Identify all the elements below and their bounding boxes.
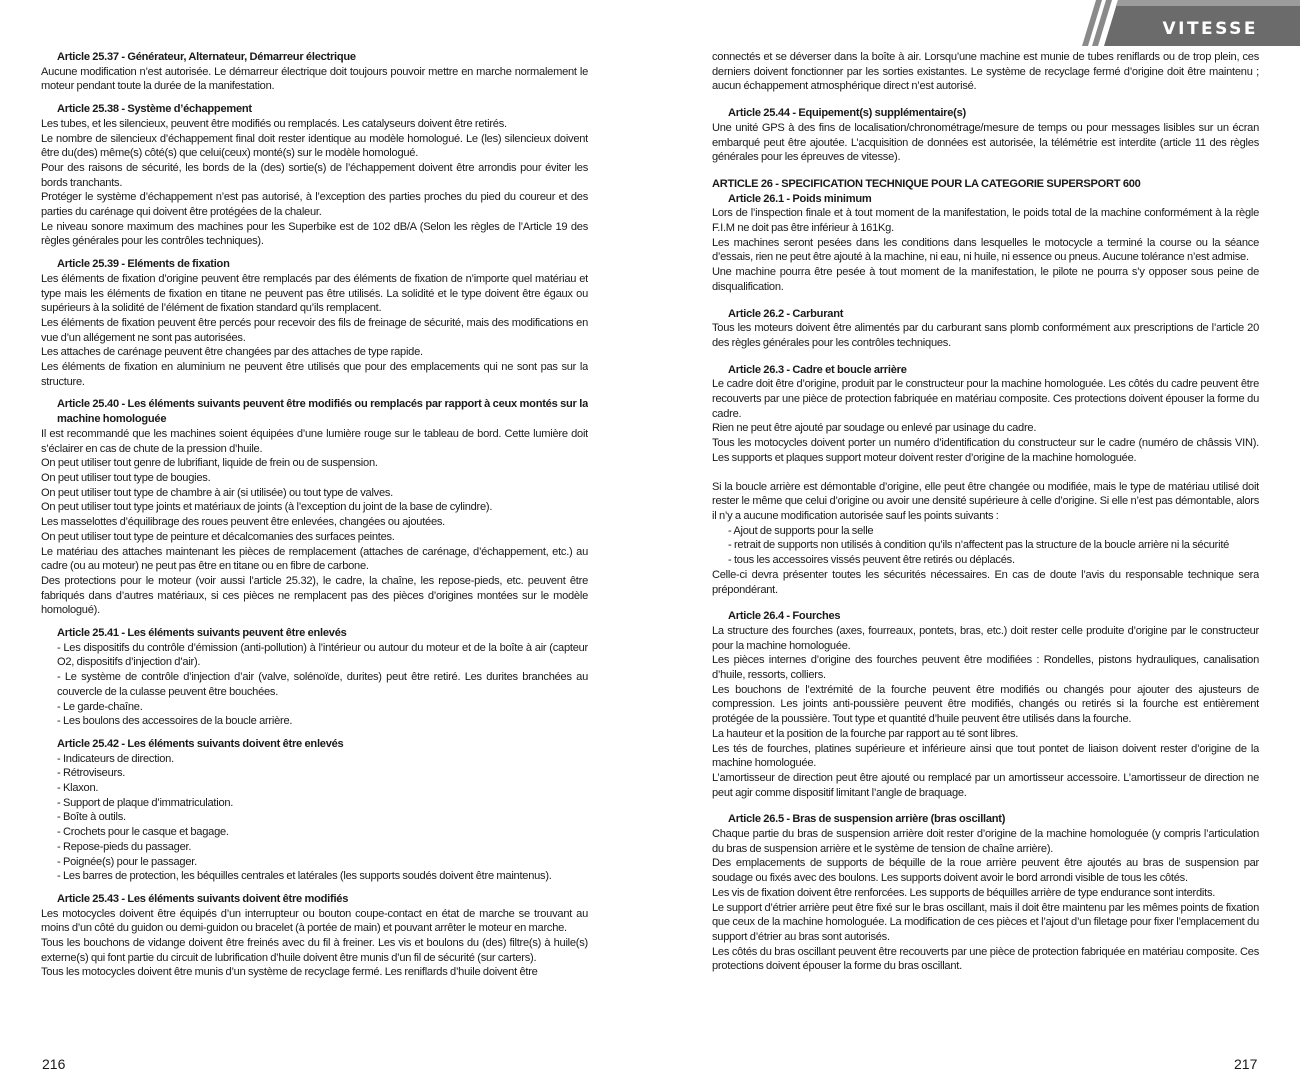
section-title: Article 25.41 - Les éléments suivants peuvent être enlevés — [57, 627, 347, 640]
paragraph: Les côtés du bras oscillant peuvent être recouverts par une pièce de protection fabriquée en matériau composite. Ces protections doivent épouser la forme du bras oscillant. — [712, 945, 1259, 973]
section-title: Article 25.40 - Les éléments suivants peuvent être modifiés ou remplacés par rapport à ceux montés sur la machine homologuée — [57, 398, 588, 426]
list-item: - Poignée(s) pour le passager. — [57, 855, 197, 868]
paragraph: Lors de l’inspection finale et à tout moment de la manifestation, le poids total de la machine conformément à la règle F.I.M ne doit pas être inférieur à 161Kg. — [712, 207, 1259, 235]
list-item: - Crochets pour le casque et bagage. — [57, 826, 229, 839]
section-25-40 — [41, 397, 588, 618]
paragraph: Les tubes, et les silencieux, peuvent être modifiés ou remplacés. Les catalyseurs doivent être retirés. — [41, 117, 507, 130]
paragraph: Les pièces internes d’origine des fourches peuvent être modifiées : Rondelles, pistons hydrauliques, canalisation d’huile, ressorts, colliers. — [712, 654, 1259, 682]
list-item: - Le garde-chaîne. — [57, 700, 143, 713]
list-item: - Klaxon. — [57, 782, 99, 795]
list-item: - Les barres de protection, les béquilles centrales et latérales (les supports soudés doivent être maintenus). — [57, 870, 552, 883]
paragraph: On peut utiliser tout type joints et matériaux de joints (à l’exception du joint de la base de cylindre). — [41, 501, 493, 514]
paragraph: Pour des raisons de sécurité, les bords de la (des) sortie(s) de l’échappement doivent être arrondis pour éviter les bords tranchants. — [41, 161, 588, 189]
paragraph: Une machine pourra être pesée à tout moment de la manifestation, le pilote ne pourra s’y opposer sous peine de disqualification. — [712, 266, 1259, 293]
section-25-43 — [41, 892, 588, 980]
paragraph: Si la boucle arrière est démontable d’origine, elle peut être changée ou modifiée, mais le type de matériau utilisé doit rester le même que celui d’origine ou avoir une densité supérieure à celle d’origine. Si elle n’est pas démontable, alors il n’y a aucune modification autorisée sauf les points suivants : — [712, 480, 1259, 522]
section-26-2 — [712, 307, 1259, 351]
left-page — [41, 50, 588, 1035]
list-item: - Ajout de supports pour la selle — [728, 524, 874, 537]
paragraph: Tous les bouchons de vidange doivent être freinés avec du fil à freiner. Les vis et boulons du (des) filtre(s) à huile(s) externe(s) qui font partie du circuit de lubrification d’huile doivent être munis d’un fil de sécurité (sur carters). — [41, 937, 588, 964]
paragraph: On peut utiliser tout type de chambre à air (si utilisée) ou tout type de valves. — [41, 486, 394, 499]
section-title: Article 26.1 - Poids minimum — [728, 192, 872, 205]
paragraph: connectés et se déverser dans la boîte à air. Lorsqu’une machine est munie de tubes reniflards ou de trop plein, ces derniers doivent fonctionner par les sorties existantes. Le système de recyclage fermé d’origine doit être maintenu ; aucun échappement atmosphérique direct n’est autorisé. — [712, 51, 1259, 93]
section-25-44 — [712, 106, 1259, 165]
paragraph: Une unité GPS à des fins de localisation/chronométrage/mesure de temps ou pour messages lisibles sur un écran embarqué peut être ajoutée. L’acquisition de données est autorisée, la télémétrie est interdite (article 11 des règles générales pour les épreuves de vitesse). — [712, 121, 1259, 164]
paragraph: Rien ne peut être ajouté par soudage ou enlevé par usinage du cadre. — [712, 422, 1037, 435]
page-number-right: 217 — [1234, 1056, 1258, 1072]
paragraph: Les éléments de fixation peuvent être percés pour recevoir des fils de freinage de sécurité, mais des modifications en vue d’un allégement ne sont pas autorisées. — [41, 316, 588, 344]
paragraph: Le cadre doit être d’origine, produit par le constructeur pour la machine homologuée. Les côtés du cadre peuvent être recouverts par une pièce de protection fabriquée en matériau composite. Ces protections doivent épouser la forme du cadre. — [712, 378, 1259, 420]
list-item: - retrait de supports non utilisés à condition qu’ils n’affectent pas la structure de la boucle arrière ni la sécurité — [728, 539, 1230, 552]
list-item: - Les boulons des accessoires de la boucle arrière. — [57, 715, 293, 728]
right-page — [712, 50, 1259, 1035]
paragraph: La structure des fourches (axes, fourreaux, pontets, bras, etc.) doit rester celle produite d’origine par le constructeur pour la machine homologuée. — [712, 624, 1259, 652]
paragraph: On peut utiliser tout type de bougies. — [41, 471, 211, 484]
section-25-42 — [41, 737, 588, 884]
paragraph: Le support d’étrier arrière peut être fixé sur le bras oscillant, mais il doit être maintenu par les mêmes points de fixation que ceux de la machine homologuée. La modification de ces pièces et l’ajout d’un filetage pour fixer l’emplacement du support d’étrier au bras sont autorisés. — [712, 901, 1259, 943]
paragraph: Des emplacements de supports de béquille de la roue arrière peuvent être ajoutés au bras de suspension par soudage ou fixés avec des boulons. Les supports doivent avoir le bord arrondi visible de tous les côtés. — [712, 857, 1259, 885]
list-item: - tous les accessoires vissés peuvent être retirés ou déplacés. — [728, 554, 1015, 567]
paragraph: On peut utiliser tout type de peinture et décalcomanies des surfaces peintes. — [41, 530, 395, 543]
section-26-3 — [712, 363, 1259, 598]
spacer — [712, 466, 1259, 480]
section-title: Article 25.42 - Les éléments suivants doivent être enlevés — [57, 737, 344, 750]
paragraph: Des protections pour le moteur (voir aussi l’article 25.32), le cadre, la chaîne, les repose-pieds, etc. peuvent être fabriqués dans d’autres matériaux, si ces pièces ne remplacent pas des pièces d’origines montées sur le modèle homologué). — [41, 574, 588, 617]
section-26-1 — [712, 192, 1259, 295]
paragraph: Le nombre de silencieux d’échappement final doit rester identique au modèle homologué. Le (les) silencieux doivent être du(des) même(s) côté(s) que celui(ceux) monté(s) sur le modèle homologué. — [41, 132, 588, 160]
list-item: - Les dispositifs du contrôle d’émission (anti-pollution) à l’intérieur ou autour du moteur et de la boîte à air (capteur O2, dispositifs d’injection d’air). — [57, 641, 588, 669]
paragraph: Les éléments de fixation d’origine peuvent être remplacés par des éléments de fixation de n’importe quel matériau et type mais les éléments de fixation en titane ne peuvent pas être utilisés. La solidité et le type doivent être égaux ou supérieurs à la solidité de l’élément de fixation standard qu’ils remplacent. — [41, 272, 588, 315]
chapter-title: ARTICLE 26 - SPECIFICATION TECHNIQUE POUR LA CATEGORIE SUPERSPORT 600 — [712, 177, 1141, 190]
paragraph: Celle-ci devra présenter toutes les sécurités nécessaires. En cas de doute l’avis du responsable technique sera prépondérant. — [712, 568, 1259, 596]
section-title: Article 26.2 - Carburant — [728, 307, 844, 320]
list-item: - Boîte à outils. — [57, 811, 126, 824]
paragraph: Le matériau des attaches maintenant les pièces de remplacement (attaches de carénage, d’échappement, etc.) au cadre (ou au moteur) ne peut pas être en titane ou en fibre de carbone. — [41, 545, 588, 573]
paragraph: Tous les moteurs doivent être alimentés par du carburant sans plomb conformément aux prescriptions de l’article 20 des règles générales pour les contrôles techniques. — [712, 322, 1259, 349]
continuation-25-43 — [712, 50, 1259, 94]
paragraph: Chaque partie du bras de suspension arrière doit rester d’origine de la machine homologuée (y compris l’articulation du bras de suspension arrière et le système de tension de chaîne arrière). — [712, 828, 1259, 855]
section-25-38 — [41, 102, 588, 249]
paragraph: Les attaches de carénage peuvent être changées par des attaches de type rapide. — [41, 346, 423, 359]
list-item: - Support de plaque d’immatriculation. — [57, 796, 234, 809]
section-title: Article 26.5 - Bras de suspension arrière (bras oscillant) — [728, 813, 1006, 826]
paragraph: On peut utiliser tout genre de lubrifiant, liquide de frein ou de suspension. — [41, 457, 378, 470]
section-26-5 — [712, 812, 1259, 974]
section-title: Article 25.39 - Eléments de fixation — [57, 258, 230, 271]
header-brand-banner — [1082, 0, 1300, 48]
list-item: - Rétroviseurs. — [57, 767, 126, 780]
page-number-left: 216 — [42, 1056, 66, 1072]
section-title: Article 25.44 - Equipement(s) supplémentaire(s) — [728, 107, 966, 120]
section-title: Article 25.43 - Les éléments suivants doivent être modifiés — [57, 892, 349, 905]
section-25-39 — [41, 257, 588, 389]
section-25-41 — [41, 626, 588, 729]
section-title: Article 26.4 - Fourches — [728, 610, 841, 623]
paragraph: L’amortisseur de direction peut être ajouté ou remplacé par un amortisseur accessoire. L’amortisseur de direction ne peut agir comme dispositif limitant l’angle de braquage. — [712, 771, 1259, 799]
paragraph: Aucune modification n’est autorisée. Le démarreur électrique doit toujours pouvoir mettre en marche normalement le moteur pendant toute la durée de la manifestation. — [41, 65, 588, 93]
paragraph: Les vis de fixation doivent être renforcées. Les supports de béquilles arrière de type endurance sont interdits. — [712, 886, 1216, 899]
section-title: Article 25.38 - Système d’échappement — [57, 103, 252, 116]
paragraph: Les tés de fourches, platines supérieure et inférieure ainsi que tout pontet de liaison doivent rester d’origine de la machine homologuée. — [712, 742, 1259, 770]
paragraph: Les masselottes d’équilibrage des roues peuvent être enlevées, changées ou ajoutées. — [41, 516, 446, 529]
paragraph: Le niveau sonore maximum des machines pour les Superbike est de 102 dB/A (Selon les règles de l’Article 19 des règles générales pour les contrôles techniques). — [41, 220, 588, 248]
paragraph: Les bouchons de l’extrémité de la fourche peuvent être modifiés ou changés pour ajouter des ajusteurs de compression. Les joints anti-poussière peuvent être modifiés, changés ou retirés si la fourche est entièrement protégée de la poussière. Tout type et quantité d’huile peuvent être utilisés dans la fourche. — [712, 683, 1259, 726]
paragraph: Tous les motocycles doivent porter un numéro d’identification du constructeur sur le cadre (numéro de châssis VIN). Les supports et plaques support moteur doivent rester d’origine de la machine homologuée. — [712, 437, 1259, 464]
section-26-4 — [712, 609, 1259, 800]
paragraph: Les éléments de fixation en aluminium ne peuvent être utilisés que pour des emplacements qui ne sont pas sur la structure. — [41, 361, 588, 388]
paragraph: La hauteur et la position de la fourche par rapport au té sont libres. — [712, 727, 1019, 740]
paragraph: Les machines seront pesées dans les conditions dans lesquelles le motocycle a terminé la course ou la séance d’essais, rien ne peut être ajouté à la machine, ni eau, ni huile, ni essence ou pneus. Aucune tolérance n’est admise. — [712, 236, 1259, 264]
paragraph: Les motocycles doivent être équipés d’un interrupteur ou bouton coupe-contact en état de marche se trouvant au moins d’un côté du guidon ou demi-guidon ou bracelet (à portée de main) et pouvant arrêter le moteur en marche. — [41, 907, 588, 935]
list-item: - Le système de contrôle d’injection d’air (valve, solénoïde, durites) peut être retiré. Les durites branchées au couvercle de la culasse peuvent être bouchées. — [57, 671, 588, 698]
list-item: - Repose-pieds du passager. — [57, 840, 192, 853]
brand-title: VITESSE — [1162, 19, 1258, 39]
paragraph: Protéger le système d’échappement n’est pas autorisé, à l’exception des parties proches du pied du coureur et des parties du carénage qui doivent être protégées de la chaleur. — [41, 191, 588, 219]
section-title: Article 25.37 - Générateur, Alternateur, Démarreur électrique — [57, 51, 356, 63]
paragraph: Tous les motocycles doivent être munis d’un système de recyclage fermé. Les reniflards d’huile doivent être — [41, 966, 538, 979]
section-title: Article 26.3 - Cadre et boucle arrière — [728, 363, 907, 376]
section-25-37 — [41, 50, 588, 94]
paragraph: Il est recommandé que les machines soient équipées d’une lumière rouge sur le tableau de bord. Cette lumière doit s’éclairer en cas de chute de la pression d’huile. — [41, 427, 588, 455]
list-item: - Indicateurs de direction. — [57, 752, 174, 765]
